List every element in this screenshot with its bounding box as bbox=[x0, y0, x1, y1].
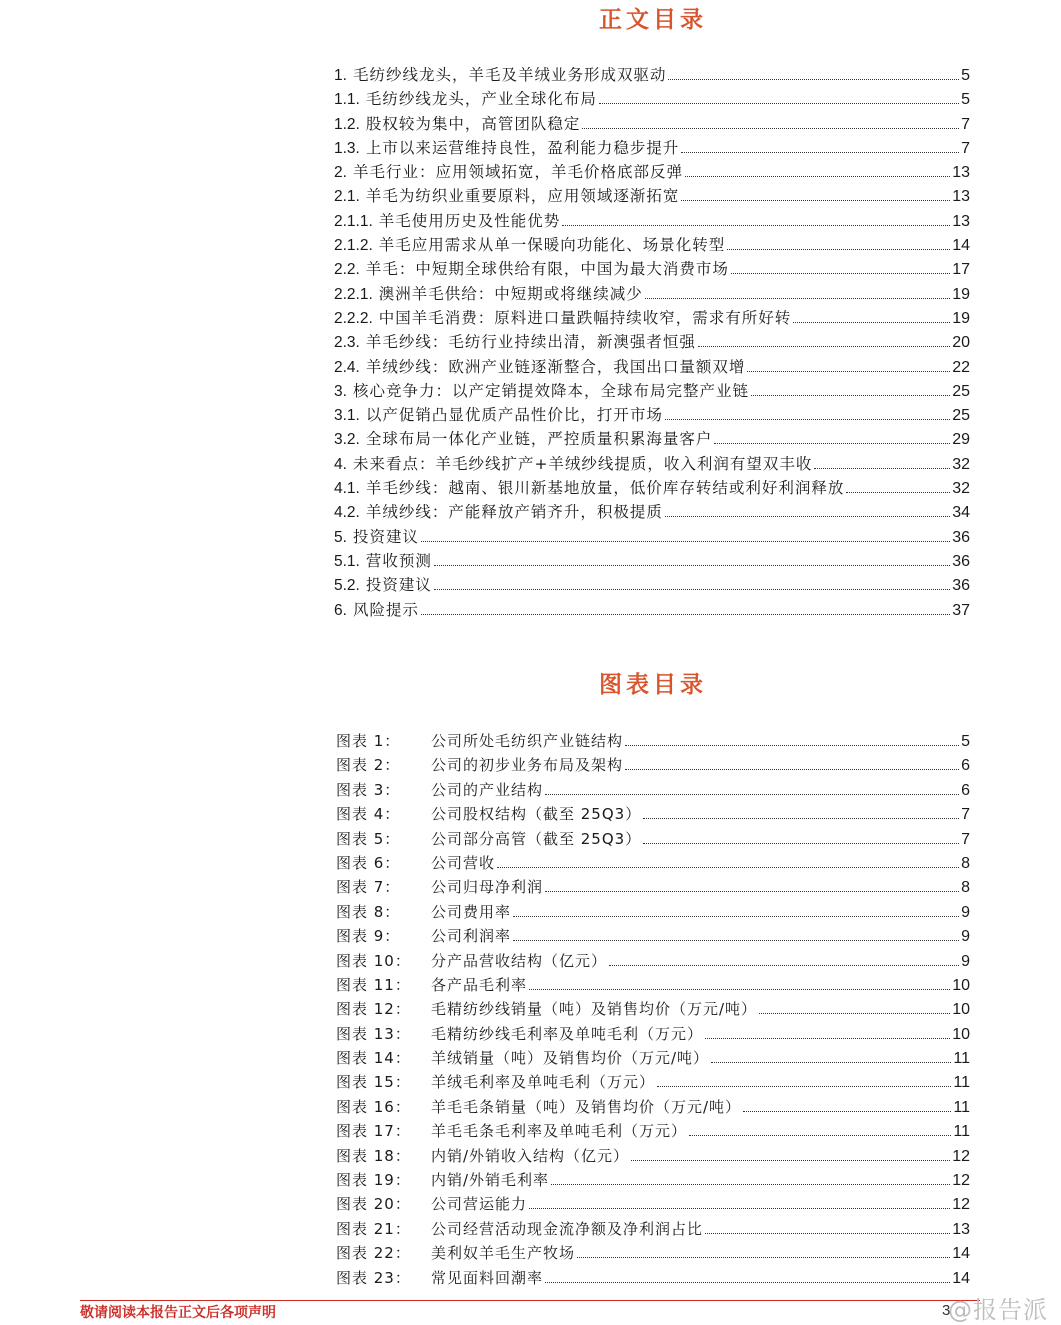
figure-entry-label: 图表 2： bbox=[336, 756, 401, 775]
toc-entry-page: 22 bbox=[952, 358, 970, 376]
toc-entry-title: 羊毛纱线：毛纺行业持续出清，新澳强者恒强 bbox=[365, 333, 696, 352]
dot-leader bbox=[759, 1013, 950, 1014]
figure-entry-page: 8 bbox=[961, 854, 970, 872]
dot-leader bbox=[625, 745, 959, 746]
toc-entry-number: 1.3. bbox=[334, 139, 360, 157]
toc-entry-title: 羊毛行业：应用领域拓宽，羊毛价格底部反弹 bbox=[352, 163, 683, 182]
toc-entry[interactable] bbox=[334, 355, 970, 379]
dot-leader bbox=[421, 541, 950, 542]
figure-entry[interactable] bbox=[336, 1047, 970, 1071]
figure-entry-page: 5 bbox=[961, 733, 970, 750]
figure-entry-title: 公司所处毛纺织产业链结构 bbox=[431, 732, 624, 750]
figure-entry-page: 12 bbox=[952, 1147, 970, 1165]
figure-entry-page: 7 bbox=[961, 830, 970, 848]
toc-entry-title: 上市以来运营维持良性，盈利能力稳步提升 bbox=[365, 138, 680, 157]
toc-entry-title: 羊绒纱线：产能释放产销齐升，积极提质 bbox=[365, 503, 663, 522]
figure-entry[interactable] bbox=[336, 950, 970, 974]
toc-entry-number: 5.2. bbox=[334, 577, 360, 595]
figure-entry[interactable] bbox=[336, 1023, 970, 1047]
toc-entry[interactable] bbox=[334, 257, 970, 281]
toc-entry-page: 25 bbox=[952, 407, 970, 425]
toc-entry-page: 32 bbox=[952, 455, 970, 473]
figure-entry[interactable] bbox=[336, 1267, 970, 1291]
figure-entry[interactable] bbox=[336, 1218, 970, 1242]
figure-entry[interactable] bbox=[336, 925, 970, 949]
toc-entry-number: 2. bbox=[334, 164, 347, 182]
figure-entry[interactable] bbox=[336, 901, 970, 925]
toc-entry-number: 2.1. bbox=[334, 188, 360, 206]
toc-entry-number: 1.2. bbox=[334, 115, 360, 133]
toc-entry[interactable] bbox=[334, 598, 970, 622]
dot-leader bbox=[545, 794, 959, 795]
figure-entry-title: 常见面料回潮率 bbox=[431, 1268, 544, 1287]
toc-entry-title: 投资建议 bbox=[365, 576, 432, 595]
dot-leader bbox=[497, 867, 959, 868]
toc-entry-page: 36 bbox=[952, 528, 970, 546]
figure-entry-label: 图表 5： bbox=[336, 829, 401, 848]
figure-entry-label: 图表 21： bbox=[336, 1219, 411, 1238]
dot-leader bbox=[582, 128, 959, 129]
toc-entry[interactable] bbox=[334, 282, 970, 306]
figure-entry-page: 8 bbox=[961, 879, 970, 897]
dot-leader bbox=[513, 916, 959, 917]
toc-entry-page: 19 bbox=[952, 309, 970, 327]
figure-entry-title: 公司部分高管（截至 25Q3） bbox=[431, 829, 642, 848]
toc-entry-number: 6. bbox=[334, 601, 347, 619]
toc-entry[interactable] bbox=[334, 209, 970, 233]
figure-entry-title: 羊毛毛条毛利率及单吨毛利（万元） bbox=[431, 1122, 688, 1141]
toc-entry-title: 以产促销凸显优质产品性价比，打开市场 bbox=[365, 406, 663, 425]
figure-entry-page: 10 bbox=[952, 1001, 970, 1019]
figure-entry-page: 6 bbox=[961, 757, 970, 775]
dot-leader bbox=[545, 891, 959, 892]
figure-entry-page: 9 bbox=[961, 928, 970, 946]
figure-entry-label: 图表 11： bbox=[336, 975, 411, 994]
toc-entry-page: 34 bbox=[952, 504, 970, 522]
toc-entry-page: 36 bbox=[952, 552, 970, 570]
figure-entry-page: 10 bbox=[952, 976, 970, 994]
figure-entry-label: 图表 6： bbox=[336, 853, 401, 872]
footer-divider bbox=[80, 1300, 980, 1301]
dot-leader bbox=[814, 468, 950, 469]
figure-entry[interactable] bbox=[336, 1169, 970, 1193]
dot-leader bbox=[681, 152, 959, 153]
toc-entry-page: 13 bbox=[952, 164, 970, 182]
toc-entry-number: 2.2.1. bbox=[334, 285, 373, 303]
figure-entry-title: 公司股权结构（截至 25Q3） bbox=[431, 805, 642, 824]
toc-entry[interactable] bbox=[334, 452, 970, 476]
dot-leader bbox=[665, 419, 950, 420]
toc-entry-title: 澳洲羊毛供给：中短期或将继续减少 bbox=[378, 284, 643, 303]
figure-entry-label: 图表 16： bbox=[336, 1097, 411, 1116]
figure-entry-title: 毛精纺纱线毛利率及单吨毛利（万元） bbox=[431, 1024, 704, 1043]
dot-leader bbox=[545, 1282, 950, 1283]
toc-entry[interactable] bbox=[334, 379, 970, 403]
dot-leader bbox=[657, 1086, 951, 1087]
figure-entry-title: 内销/外销毛利率 bbox=[431, 1171, 550, 1190]
dot-leader bbox=[743, 1111, 951, 1112]
toc-entry-page: 14 bbox=[952, 237, 970, 255]
figure-entry[interactable] bbox=[336, 1120, 970, 1144]
dot-leader bbox=[689, 1135, 951, 1136]
dot-leader bbox=[731, 273, 950, 274]
toc-entry-title: 羊毛纱线：越南、银川新基地放量，低价库存转结或利好利润释放 bbox=[365, 479, 845, 498]
toc-entry-page: 37 bbox=[952, 601, 970, 619]
figure-entry-label: 图表 15： bbox=[336, 1073, 411, 1092]
figure-entry[interactable] bbox=[336, 730, 970, 754]
figure-entry-page: 9 bbox=[961, 952, 970, 970]
toc-entry-title: 核心竞争力：以产定销提效降本，全球布局完整产业链 bbox=[352, 381, 749, 400]
toc-entry[interactable] bbox=[334, 500, 970, 524]
figure-entry-label: 图表 4： bbox=[336, 805, 401, 824]
figure-entry-title: 羊毛毛条销量（吨）及销售均价（万元/吨） bbox=[431, 1097, 742, 1116]
toc-entry-page: 13 bbox=[952, 188, 970, 206]
figure-entry-page: 11 bbox=[953, 1123, 970, 1141]
toc-entry-number: 2.2.2. bbox=[334, 309, 373, 327]
dot-leader bbox=[609, 965, 959, 966]
toc-entry-number: 2.2. bbox=[334, 261, 360, 279]
figure-entry-label: 图表 23： bbox=[336, 1268, 411, 1287]
toc-title: 正文目录 bbox=[599, 6, 707, 33]
toc-entry-title: 未来看点：羊毛纱线扩产+羊绒纱线提质，收入利润有望双丰收 bbox=[352, 454, 813, 473]
toc-entry[interactable] bbox=[334, 87, 970, 111]
toc-list bbox=[334, 63, 970, 622]
toc-entry[interactable] bbox=[334, 330, 970, 354]
toc-entry-number: 4. bbox=[334, 455, 347, 473]
figure-entry-title: 公司费用率 bbox=[431, 902, 512, 921]
figure-entry-label: 图表 14： bbox=[336, 1049, 411, 1068]
dot-leader bbox=[727, 249, 950, 250]
toc-entry[interactable] bbox=[334, 306, 970, 330]
figure-entry-title: 羊绒销量（吨）及销售均价（万元/吨） bbox=[431, 1049, 710, 1068]
toc-entry-page: 17 bbox=[952, 261, 970, 279]
dot-leader bbox=[513, 940, 959, 941]
figure-entry-label: 图表 10： bbox=[336, 951, 411, 970]
figure-entry[interactable] bbox=[336, 754, 970, 778]
page-number: 3 bbox=[942, 1302, 951, 1319]
toc-entry[interactable] bbox=[334, 184, 970, 208]
figure-entry-label: 图表 8： bbox=[336, 902, 401, 921]
toc-entry-number: 1. bbox=[334, 67, 347, 84]
figure-entry[interactable] bbox=[336, 974, 970, 998]
figure-entry-page: 12 bbox=[952, 1196, 970, 1214]
figure-entry-page: 14 bbox=[952, 1269, 970, 1287]
figure-entry[interactable] bbox=[336, 876, 970, 900]
toc-entry-number: 5. bbox=[334, 528, 347, 546]
dot-leader bbox=[529, 1208, 950, 1209]
dot-leader bbox=[625, 769, 959, 770]
toc-entry-title: 中国羊毛消费：原料进口量跌幅持续收窄，需求有所好转 bbox=[378, 308, 792, 327]
figure-entry-title: 各产品毛利率 bbox=[431, 975, 528, 994]
figure-entry-page: 9 bbox=[961, 903, 970, 921]
figure-entry-title: 公司利润率 bbox=[431, 927, 512, 946]
figure-entry-page: 12 bbox=[952, 1172, 970, 1190]
toc-entry-title: 羊毛应用需求从单一保暖向功能化、场景化转型 bbox=[378, 236, 726, 255]
figure-entry[interactable] bbox=[336, 852, 970, 876]
toc-entry-page: 5 bbox=[961, 67, 970, 84]
figure-entry-page: 13 bbox=[952, 1220, 970, 1238]
figure-entry-title: 公司营运能力 bbox=[431, 1195, 528, 1214]
dot-leader bbox=[681, 200, 950, 201]
toc-entry-number: 4.2. bbox=[334, 504, 360, 522]
figure-entry[interactable] bbox=[336, 1071, 970, 1095]
figure-entry[interactable] bbox=[336, 828, 970, 852]
toc-entry[interactable] bbox=[334, 160, 970, 184]
toc-entry-number: 2.3. bbox=[334, 334, 360, 352]
dot-leader bbox=[551, 1184, 950, 1185]
figure-entry-label: 图表 1： bbox=[336, 732, 401, 750]
toc-entry-title: 风险提示 bbox=[352, 600, 419, 619]
toc-entry-page: 7 bbox=[961, 139, 970, 157]
dot-leader bbox=[668, 79, 959, 80]
dot-leader bbox=[685, 176, 950, 177]
toc-entry-title: 营收预测 bbox=[365, 551, 432, 570]
dot-leader bbox=[529, 989, 950, 990]
toc-entry[interactable] bbox=[334, 112, 970, 136]
toc-entry[interactable] bbox=[334, 233, 970, 257]
figure-entry-page: 11 bbox=[953, 1074, 970, 1092]
dot-leader bbox=[846, 492, 950, 493]
dot-leader bbox=[562, 225, 950, 226]
figure-entry[interactable] bbox=[336, 1242, 970, 1266]
toc-entry-page: 19 bbox=[952, 285, 970, 303]
figure-entry-title: 公司的初步业务布局及架构 bbox=[431, 756, 624, 775]
figure-list bbox=[336, 730, 970, 1291]
toc-entry[interactable] bbox=[334, 476, 970, 500]
dot-leader bbox=[643, 843, 959, 844]
toc-entry-number: 3.1. bbox=[334, 407, 360, 425]
figure-entry-page: 14 bbox=[952, 1245, 970, 1263]
figure-entry-title: 内销/外销收入结构（亿元） bbox=[431, 1146, 630, 1165]
toc-entry-title: 羊绒纱线：欧洲产业链逐渐整合，我国出口量额双增 bbox=[365, 357, 746, 376]
figure-entry-title: 公司营收 bbox=[431, 853, 496, 872]
figure-entry-label: 图表 22： bbox=[336, 1244, 411, 1263]
figure-entry-title: 分产品营收结构（亿元） bbox=[431, 951, 608, 970]
toc-entry[interactable] bbox=[334, 549, 970, 573]
toc-entry-number: 3.2. bbox=[334, 431, 360, 449]
toc-entry[interactable] bbox=[334, 573, 970, 597]
dot-leader bbox=[711, 1062, 951, 1063]
toc-entry-number: 2.4. bbox=[334, 358, 360, 376]
dot-leader bbox=[599, 103, 959, 104]
toc-entry-title: 毛纺纱线龙头，产业全球化布局 bbox=[365, 90, 597, 109]
toc-entry-page: 25 bbox=[952, 382, 970, 400]
toc-entry-page: 32 bbox=[952, 480, 970, 498]
figure-entry-page: 11 bbox=[953, 1050, 970, 1068]
dot-leader bbox=[577, 1257, 950, 1258]
dot-leader bbox=[751, 395, 950, 396]
toc-entry[interactable] bbox=[334, 63, 970, 87]
toc-entry-page: 36 bbox=[952, 577, 970, 595]
dot-leader bbox=[705, 1233, 950, 1234]
toc-entry-title: 羊毛：中短期全球供给有限，中国为最大消费市场 bbox=[365, 260, 729, 279]
toc-entry[interactable] bbox=[334, 136, 970, 160]
figure-entry[interactable] bbox=[336, 998, 970, 1022]
figure-entry-title: 美利奴羊毛生产牧场 bbox=[431, 1244, 576, 1263]
toc-entry-title: 羊毛使用历史及性能优势 bbox=[378, 211, 561, 230]
toc-entry-number: 2.1.1. bbox=[334, 212, 373, 230]
toc-entry[interactable] bbox=[334, 427, 970, 451]
dot-leader bbox=[665, 516, 950, 517]
figures-title: 图表目录 bbox=[599, 671, 707, 698]
dot-leader bbox=[705, 1038, 950, 1039]
figure-entry[interactable] bbox=[336, 803, 970, 827]
figure-entry-page: 7 bbox=[961, 806, 970, 824]
figure-entry-label: 图表 19： bbox=[336, 1171, 411, 1190]
watermark: @报告派 bbox=[948, 1296, 1048, 1324]
toc-entry-title: 股权较为集中，高管团队稳定 bbox=[365, 114, 581, 133]
figure-entry-title: 羊绒毛利率及单吨毛利（万元） bbox=[431, 1073, 656, 1092]
figure-entry-label: 图表 20： bbox=[336, 1195, 411, 1214]
toc-entry-number: 4.1. bbox=[334, 480, 360, 498]
toc-entry[interactable] bbox=[334, 403, 970, 427]
dot-leader bbox=[421, 614, 950, 615]
figure-entry-page: 6 bbox=[961, 781, 970, 799]
dot-leader bbox=[714, 443, 950, 444]
figure-entry-page: 11 bbox=[953, 1098, 970, 1116]
figure-entry-title: 公司归母净利润 bbox=[431, 878, 544, 897]
toc-entry-page: 13 bbox=[952, 212, 970, 230]
figure-entry-title: 公司经营活动现金流净额及净利润占比 bbox=[431, 1219, 704, 1238]
figure-entry-label: 图表 12： bbox=[336, 1000, 411, 1019]
figure-entry-label: 图表 9： bbox=[336, 927, 401, 946]
figure-entry[interactable] bbox=[336, 1096, 970, 1120]
dot-leader bbox=[434, 565, 950, 566]
toc-entry-page: 7 bbox=[961, 115, 970, 133]
figure-entry-label: 图表 3： bbox=[336, 780, 401, 799]
toc-entry-page: 29 bbox=[952, 431, 970, 449]
figure-entry-label: 图表 7： bbox=[336, 878, 401, 897]
figure-entry-label: 图表 17： bbox=[336, 1122, 411, 1141]
toc-entry-page: 5 bbox=[961, 91, 970, 109]
toc-entry-number: 3. bbox=[334, 382, 347, 400]
dot-leader bbox=[793, 322, 950, 323]
figure-entry-title: 公司的产业结构 bbox=[431, 780, 544, 799]
footer-disclaimer: 敬请阅读本报告正文后各项声明 bbox=[80, 1305, 276, 1321]
toc-entry-title: 全球布局一体化产业链，严控质量积累海量客户 bbox=[365, 430, 713, 449]
figure-entry-label: 图表 13： bbox=[336, 1024, 411, 1043]
dot-leader bbox=[643, 818, 959, 819]
toc-entry-number: 5.1. bbox=[334, 552, 360, 570]
dot-leader bbox=[434, 589, 950, 590]
toc-entry-page: 20 bbox=[952, 334, 970, 352]
figure-entry[interactable] bbox=[336, 1193, 970, 1217]
figure-entry-page: 10 bbox=[952, 1025, 970, 1043]
toc-entry-number: 1.1. bbox=[334, 91, 360, 109]
figure-entry-title: 毛精纺纱线销量（吨）及销售均价（万元/吨） bbox=[431, 1000, 758, 1019]
figure-entry[interactable] bbox=[336, 779, 970, 803]
toc-entry-title: 投资建议 bbox=[352, 527, 419, 546]
toc-entry-number: 2.1.2. bbox=[334, 237, 373, 255]
dot-leader bbox=[747, 371, 950, 372]
figure-entry[interactable] bbox=[336, 1145, 970, 1169]
dot-leader bbox=[698, 346, 950, 347]
toc-entry[interactable] bbox=[334, 525, 970, 549]
figure-entry-label: 图表 18： bbox=[336, 1146, 411, 1165]
dot-leader bbox=[631, 1160, 950, 1161]
dot-leader bbox=[645, 298, 950, 299]
toc-entry-title: 羊毛为纺织业重要原料，应用领域逐渐拓宽 bbox=[365, 187, 680, 206]
toc-entry-title: 毛纺纱线龙头，羊毛及羊绒业务形成双驱动 bbox=[352, 66, 667, 84]
